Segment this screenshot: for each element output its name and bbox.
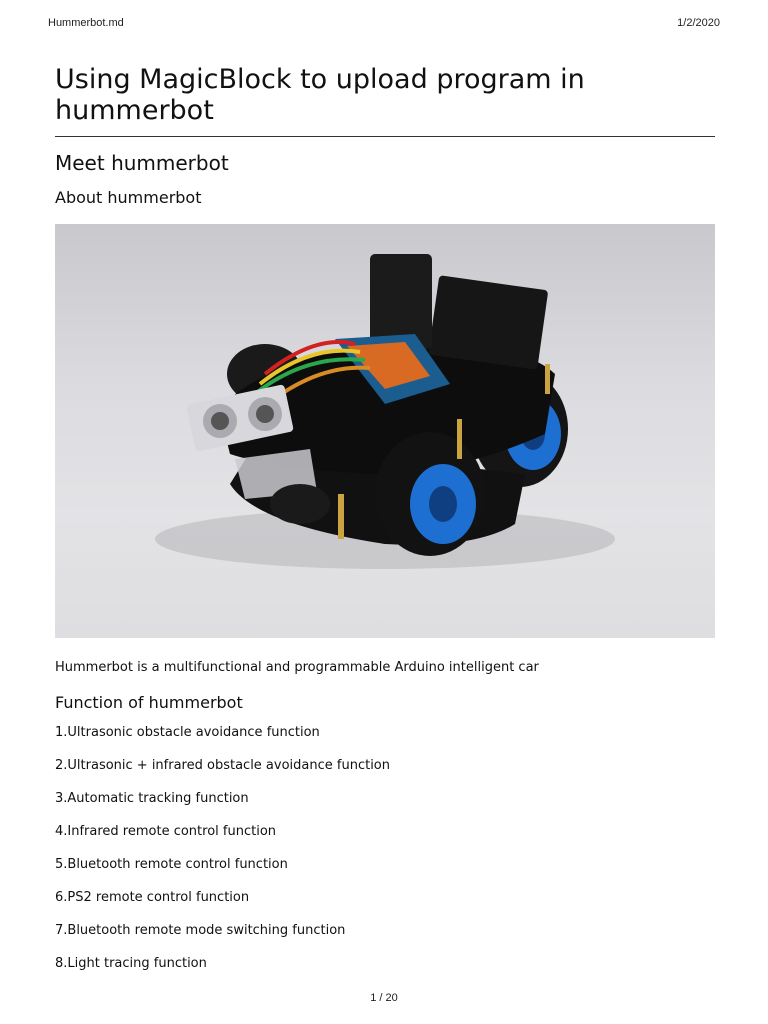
list-item: 1.Ultrasonic obstacle avoidance function [55, 725, 320, 740]
robot-car-illustration [55, 224, 715, 638]
list-item: 3.Automatic tracking function [55, 791, 249, 806]
header-date: 1/2/2020 [677, 17, 720, 29]
list-item: 2.Ultrasonic + infrared obstacle avoidance function [55, 758, 390, 773]
list-item: 6.PS2 remote control function [55, 890, 250, 905]
robot-car-photo [55, 224, 715, 638]
functions-heading: Function of hummerbot [55, 693, 243, 712]
list-item: 7.Bluetooth remote mode switching function [55, 923, 346, 938]
list-item: 4.Infrared remote control function [55, 824, 277, 839]
subsection-heading: About hummerbot [55, 188, 202, 207]
document-body [55, 64, 715, 988]
functions-list [55, 724, 715, 988]
header-filename: Hummerbot.md [48, 17, 124, 29]
page-title: Using MagicBlock to upload program in hummerbot [55, 64, 715, 137]
section-heading: Meet hummerbot [55, 151, 229, 175]
description-text: Hummerbot is a multifunctional and programmable Arduino intelligent car [55, 660, 539, 675]
list-item: 8.Light tracing function [55, 956, 207, 971]
page-number: 1 / 20 [370, 992, 398, 1004]
list-item: 5.Bluetooth remote control function [55, 857, 288, 872]
